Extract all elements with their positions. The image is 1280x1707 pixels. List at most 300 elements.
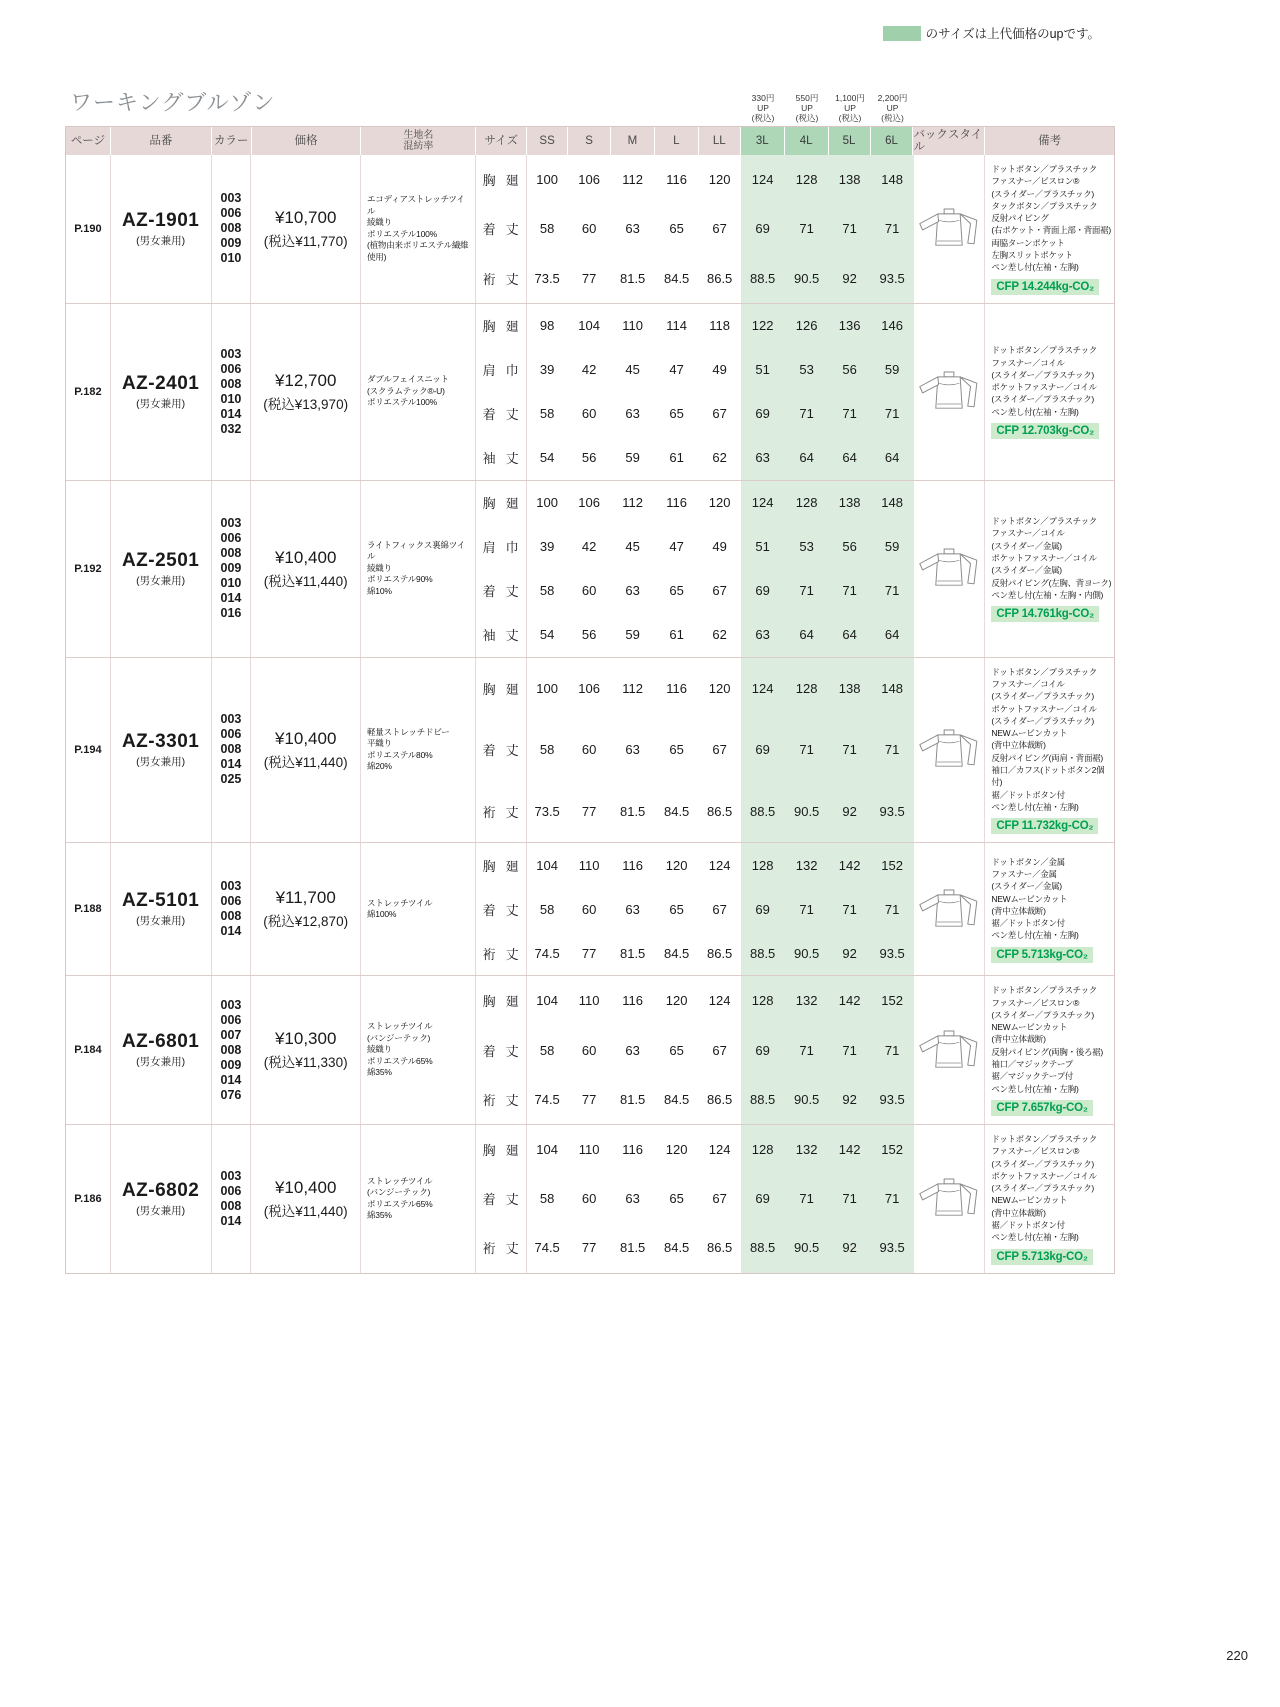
measurement-value: 49 bbox=[712, 539, 727, 555]
measurement-label-cell bbox=[476, 155, 527, 204]
remark-line: (右ポケット・背面上部・背面裾) bbox=[991, 225, 1111, 236]
measurement-label-cell bbox=[476, 436, 527, 480]
measurement-label: 袖 丈 bbox=[482, 451, 519, 467]
color-code: 006 bbox=[220, 727, 242, 742]
measurement-label-cell bbox=[476, 719, 527, 781]
price-tax: (税込¥11,440) bbox=[263, 754, 348, 770]
measurement-label-cell bbox=[476, 887, 527, 931]
fabric-line: 平織り bbox=[367, 738, 392, 749]
measurement-value: 65 bbox=[669, 221, 684, 237]
cfp-badge: CFP 14.244kg-CO₂ bbox=[991, 279, 1099, 295]
measurement-value: 45 bbox=[625, 539, 640, 555]
measurement-value: 86.5 bbox=[706, 803, 733, 819]
fabric-line: (バンジーテック) bbox=[367, 1032, 431, 1043]
surcharge-6l bbox=[871, 93, 914, 126]
remark-line: 反射パイピング(左胸、背ヨーク) bbox=[991, 577, 1112, 588]
measurement-label-cell bbox=[476, 1174, 527, 1223]
measurement-value: 51 bbox=[741, 525, 785, 569]
measurement-value: 60 bbox=[581, 742, 597, 758]
measurement-value: 65 bbox=[669, 742, 684, 758]
measurement-value: 74.5 bbox=[534, 1091, 560, 1107]
measurement-value: 71 bbox=[785, 887, 829, 931]
fabric-line: ライトフィックス裏綿ツイル bbox=[367, 539, 465, 562]
remarks-cell bbox=[985, 1125, 1114, 1273]
fabric-info bbox=[361, 843, 476, 975]
remark-line: タックボタン／プラスチック bbox=[991, 200, 1098, 211]
measurement-value: 132 bbox=[785, 976, 829, 1025]
measurement-value: 71 bbox=[829, 569, 871, 613]
color-code: 006 bbox=[220, 894, 242, 909]
surcharge-header-row bbox=[65, 80, 1115, 126]
cfp-badge: CFP 5.713kg-CO₂ bbox=[991, 1249, 1092, 1265]
product-code: AZ-6802 bbox=[121, 1179, 200, 1201]
measurement-value: 128 bbox=[741, 843, 785, 887]
surcharge-amount: 2,200円 bbox=[877, 93, 908, 103]
surcharge-5l bbox=[829, 93, 871, 126]
measurement-label: 肩 巾 bbox=[482, 363, 519, 379]
table-header bbox=[66, 127, 1114, 155]
header-s: S bbox=[568, 127, 611, 155]
remarks-cell bbox=[985, 155, 1114, 303]
measurement-value: 114 bbox=[666, 318, 687, 334]
measurement-value: 84.5 bbox=[663, 803, 690, 819]
fabric-line: ストレッチツイル bbox=[367, 1175, 433, 1186]
header-ll: LL bbox=[699, 127, 741, 155]
product-code-cell bbox=[111, 843, 212, 975]
measurement-value: 59 bbox=[625, 627, 640, 643]
surcharge-tax: (税込) bbox=[881, 113, 904, 123]
color-code: 006 bbox=[220, 206, 242, 221]
measurement-label: 肩 巾 bbox=[482, 540, 519, 556]
remark-line: ファスナー／ビスロン® bbox=[991, 1146, 1080, 1157]
measurement-value: 84.5 bbox=[663, 945, 690, 961]
measurement-value: 124 bbox=[708, 857, 731, 873]
cfp-badge: CFP 11.732kg-CO₂ bbox=[991, 818, 1098, 834]
page-ref-cell bbox=[66, 658, 111, 843]
measurement-value: 86.5 bbox=[706, 945, 733, 961]
measurement-value: 64 bbox=[871, 436, 914, 480]
fabric-line: (バンジーテック) bbox=[367, 1187, 431, 1198]
fabric-line: 綿20% bbox=[367, 761, 392, 772]
color-code: 007 bbox=[220, 1027, 242, 1042]
measurement-value: 69 bbox=[741, 569, 785, 613]
price-cell bbox=[251, 155, 361, 303]
measurement-value: 62 bbox=[712, 450, 727, 466]
measurement-label-cell bbox=[476, 204, 527, 253]
table-body bbox=[66, 155, 1114, 1273]
measurement-value: 118 bbox=[709, 318, 730, 334]
measurement-label: 裄 丈 bbox=[482, 271, 519, 287]
measurement-value: 120 bbox=[708, 495, 731, 511]
fabric-line: 軽量ストレッチドビー bbox=[367, 726, 450, 737]
remark-line: (スライダー／プラスチック) bbox=[991, 369, 1094, 380]
unisex-label: (男女兼用) bbox=[136, 1204, 186, 1217]
fabric-info bbox=[361, 1125, 476, 1273]
measurement-value: 77 bbox=[581, 945, 597, 961]
surcharge-tax: (税込) bbox=[751, 113, 775, 123]
measurement-value: 84.5 bbox=[663, 1091, 690, 1107]
measurement-value: 67 bbox=[712, 1042, 727, 1058]
measurement-label: 着 丈 bbox=[482, 584, 519, 600]
remark-line: ファスナー／コイル bbox=[991, 678, 1065, 689]
remark-line: ドットボタン／プラスチック bbox=[991, 985, 1097, 996]
remarks-cell bbox=[985, 481, 1114, 657]
remarks-text bbox=[991, 666, 1112, 814]
remarks-cell bbox=[985, 843, 1114, 975]
measurement-value: 88.5 bbox=[741, 781, 785, 843]
surcharge-up: UP bbox=[886, 103, 899, 113]
surcharge-amount: 330円 bbox=[751, 93, 775, 103]
unisex-label: (男女兼用) bbox=[136, 397, 186, 410]
remark-line: ドットボタン／金属 bbox=[991, 856, 1065, 867]
price-tax: (税込¥13,970) bbox=[263, 396, 349, 412]
unisex-label: (男女兼用) bbox=[136, 915, 186, 928]
surcharge-amount: 1,100円 bbox=[835, 93, 865, 103]
measurement-label-cell bbox=[476, 931, 527, 975]
remarks-text bbox=[991, 163, 1110, 274]
header-fabric bbox=[361, 127, 476, 155]
unisex-label: (男女兼用) bbox=[136, 574, 186, 587]
measurement-value: 58 bbox=[539, 406, 555, 422]
measurement-value: 128 bbox=[785, 658, 829, 720]
color-list bbox=[212, 1125, 252, 1273]
remark-line: ペン差し付(左袖・左胸) bbox=[991, 930, 1079, 941]
color-list bbox=[212, 843, 252, 975]
measurement-value: 74.5 bbox=[534, 945, 560, 961]
measurement-label: 胸 廻 bbox=[482, 1143, 519, 1159]
remark-line: (スライダー／プラスチック) bbox=[991, 1158, 1094, 1169]
fabric-line: (スクラムテック®-U) bbox=[367, 385, 445, 396]
color-code: 003 bbox=[220, 1168, 242, 1183]
measurement-value: 88.5 bbox=[741, 1223, 785, 1272]
measurement-label: 着 丈 bbox=[482, 222, 519, 238]
measurement-value: 58 bbox=[539, 583, 555, 599]
measurement-value: 73.5 bbox=[534, 270, 560, 286]
measurement-value: 104 bbox=[536, 1142, 558, 1158]
color-code: 008 bbox=[220, 221, 242, 236]
measurement-value: 47 bbox=[669, 539, 684, 555]
jacket-back-illustration bbox=[917, 1028, 981, 1073]
measurement-value: 86.5 bbox=[706, 270, 733, 286]
measurement-value: 65 bbox=[669, 901, 684, 917]
measurement-value: 71 bbox=[829, 719, 871, 781]
measurement-value: 63 bbox=[625, 221, 640, 237]
measurement-value: 124 bbox=[741, 155, 785, 204]
measurement-value: 110 bbox=[622, 318, 643, 334]
measurement-label: 裄 丈 bbox=[482, 1092, 519, 1108]
product-row bbox=[66, 657, 1114, 843]
remark-line: (スライダー／金属) bbox=[991, 881, 1062, 892]
color-code: 009 bbox=[220, 236, 242, 251]
measurement-label-cell bbox=[476, 481, 527, 525]
size-grid bbox=[476, 304, 914, 480]
color-code: 014 bbox=[220, 924, 242, 939]
page-ref-cell bbox=[66, 976, 111, 1124]
color-code: 076 bbox=[220, 1087, 242, 1102]
header-4l: 4L bbox=[785, 127, 829, 155]
measurement-label: 裄 丈 bbox=[482, 804, 519, 820]
color-code: 006 bbox=[220, 1183, 242, 1198]
measurement-value: 39 bbox=[539, 539, 555, 555]
color-list bbox=[212, 658, 252, 843]
remarks-cell bbox=[985, 658, 1114, 843]
measurement-value: 128 bbox=[785, 481, 829, 525]
measurement-value: 124 bbox=[708, 1142, 731, 1158]
measurement-label: 胸 廻 bbox=[482, 173, 519, 189]
measurement-value: 126 bbox=[785, 304, 829, 348]
page-ref-cell bbox=[66, 481, 111, 657]
remark-line: ポケットファスナー／コイル bbox=[991, 703, 1097, 714]
measurement-value: 71 bbox=[871, 569, 914, 613]
product-code-cell bbox=[111, 976, 212, 1124]
surcharge-up: UP bbox=[844, 103, 856, 113]
measurement-value: 124 bbox=[708, 993, 731, 1009]
measurement-value: 69 bbox=[741, 1174, 785, 1223]
color-list bbox=[212, 481, 252, 657]
measurement-value: 93.5 bbox=[871, 1223, 914, 1272]
product-code: AZ-6801 bbox=[121, 1031, 200, 1053]
measurement-value: 124 bbox=[741, 481, 785, 525]
measurement-label-cell bbox=[476, 781, 527, 843]
product-code: AZ-3301 bbox=[121, 730, 200, 752]
price-tax: (税込¥11,440) bbox=[263, 1203, 348, 1219]
remark-line: 反射パイピング bbox=[991, 213, 1049, 224]
fabric-line: ポリエステル100% bbox=[367, 228, 437, 239]
measurement-value: 132 bbox=[785, 843, 829, 887]
measurement-label-cell bbox=[476, 1075, 527, 1124]
size-table bbox=[65, 80, 1115, 1274]
remarks-text bbox=[991, 515, 1111, 601]
measurement-value: 63 bbox=[625, 901, 640, 917]
measurement-value: 56 bbox=[581, 450, 597, 466]
size-grid bbox=[476, 155, 914, 303]
page-ref: P.194 bbox=[74, 743, 102, 756]
measurement-value: 104 bbox=[536, 857, 558, 873]
measurement-value: 86.5 bbox=[706, 1091, 733, 1107]
measurement-value: 64 bbox=[829, 436, 871, 480]
color-code: 010 bbox=[220, 251, 242, 266]
measurement-label-cell bbox=[476, 1125, 527, 1174]
measurement-value: 90.5 bbox=[785, 781, 829, 843]
remark-line: 袖口／マジックテープ bbox=[991, 1059, 1073, 1070]
measurement-value: 60 bbox=[581, 901, 597, 917]
measurement-label-cell bbox=[476, 613, 527, 657]
header-3l: 3L bbox=[741, 127, 785, 155]
header-6l: 6L bbox=[871, 127, 914, 155]
measurement-value: 65 bbox=[669, 1191, 684, 1207]
remark-line: 反射パイピング(両肩・背面裾) bbox=[991, 752, 1103, 763]
measurement-value: 132 bbox=[785, 1125, 829, 1174]
measurement-value: 42 bbox=[581, 539, 597, 555]
measurement-value: 120 bbox=[665, 993, 688, 1009]
header-code: 品番 bbox=[111, 127, 212, 155]
color-code: 032 bbox=[220, 421, 242, 436]
fabric-info bbox=[361, 658, 476, 843]
measurement-value: 120 bbox=[665, 1142, 688, 1158]
measurement-value: 98 bbox=[539, 318, 555, 334]
measurement-value: 69 bbox=[741, 1025, 785, 1074]
product-row bbox=[66, 842, 1114, 975]
measurement-value: 59 bbox=[871, 348, 914, 392]
measurement-value: 58 bbox=[539, 1191, 555, 1207]
color-code: 014 bbox=[220, 406, 242, 421]
measurement-value: 64 bbox=[785, 436, 829, 480]
measurement-value: 128 bbox=[741, 976, 785, 1025]
price-cell bbox=[251, 481, 361, 657]
measurement-value: 86.5 bbox=[706, 1240, 733, 1256]
measurement-value: 81.5 bbox=[619, 945, 646, 961]
color-list bbox=[212, 155, 252, 303]
jacket-back-illustration bbox=[917, 546, 981, 591]
remark-line: 裾／ドットボタン付 bbox=[991, 789, 1065, 800]
back-style-cell bbox=[914, 155, 986, 303]
remarks-text bbox=[991, 856, 1078, 942]
remark-line: ペン差し付(左袖・左胸) bbox=[991, 1083, 1079, 1094]
measurement-value: 93.5 bbox=[871, 931, 914, 975]
color-list bbox=[212, 976, 252, 1124]
measurement-label-cell bbox=[476, 976, 527, 1025]
fabric-line: 綿100% bbox=[367, 909, 397, 920]
remark-line: 裾／ドットボタン付 bbox=[991, 918, 1065, 929]
page-ref-cell bbox=[66, 155, 111, 303]
measurement-label: 着 丈 bbox=[482, 743, 519, 759]
measurement-value: 59 bbox=[871, 525, 914, 569]
measurement-label-cell bbox=[476, 348, 527, 392]
page-ref: P.182 bbox=[74, 385, 102, 398]
remark-line: (背中立体裁断) bbox=[991, 1207, 1046, 1218]
measurement-value: 65 bbox=[669, 406, 684, 422]
measurement-value: 148 bbox=[871, 658, 914, 720]
jacket-back-illustration bbox=[917, 727, 981, 772]
measurement-value: 71 bbox=[785, 719, 829, 781]
measurement-value: 77 bbox=[581, 270, 597, 286]
measurement-value: 71 bbox=[871, 392, 914, 436]
back-style-cell bbox=[914, 658, 986, 843]
measurement-value: 84.5 bbox=[663, 270, 690, 286]
price: ¥10,400 bbox=[274, 728, 337, 748]
remark-line: (スライダー／プラスチック) bbox=[991, 691, 1094, 702]
unisex-label: (男女兼用) bbox=[136, 755, 186, 768]
measurement-value: 61 bbox=[669, 627, 684, 643]
size-grid bbox=[476, 658, 914, 843]
measurement-value: 90.5 bbox=[785, 1223, 829, 1272]
size-note-text: のサイズは上代価格のupです。 bbox=[925, 27, 1100, 41]
back-style-cell bbox=[914, 481, 986, 657]
product-code-cell bbox=[111, 1125, 212, 1273]
header-fabric-line1: 生地名 bbox=[403, 130, 434, 141]
measurement-value: 77 bbox=[581, 803, 597, 819]
color-code: 014 bbox=[220, 1072, 242, 1087]
measurement-value: 69 bbox=[741, 392, 785, 436]
header-price: 価格 bbox=[252, 127, 362, 155]
measurement-label: 着 丈 bbox=[482, 1043, 519, 1059]
measurement-value: 71 bbox=[871, 719, 914, 781]
measurement-label: 胸 廻 bbox=[482, 496, 519, 512]
header-ss: SS bbox=[527, 127, 568, 155]
remark-line: ポケットファスナー／コイル bbox=[991, 553, 1097, 564]
measurement-value: 71 bbox=[871, 1174, 914, 1223]
header-m: M bbox=[611, 127, 655, 155]
color-code: 016 bbox=[220, 606, 242, 621]
measurement-value: 60 bbox=[581, 583, 597, 599]
remark-line: NEWムービンカット bbox=[991, 1195, 1068, 1206]
measurement-value: 64 bbox=[871, 613, 914, 657]
remark-line: (スライダー／プラスチック) bbox=[991, 394, 1094, 405]
color-code: 003 bbox=[220, 712, 242, 727]
remark-line: 裾／マジックテープ付 bbox=[991, 1071, 1073, 1082]
measurement-value: 116 bbox=[622, 993, 643, 1009]
remark-line: (スライダー／金属) bbox=[991, 565, 1062, 576]
page-ref: P.184 bbox=[74, 1044, 102, 1057]
measurement-value: 146 bbox=[871, 304, 914, 348]
measurement-value: 106 bbox=[578, 680, 600, 696]
measurement-value: 116 bbox=[666, 680, 687, 696]
color-code: 008 bbox=[220, 1198, 242, 1213]
remark-line: (背中立体裁断) bbox=[991, 905, 1046, 916]
measurement-value: 39 bbox=[539, 362, 555, 378]
color-code: 010 bbox=[220, 391, 242, 406]
surcharge-up: UP bbox=[757, 103, 769, 113]
fabric-line: 綾織り bbox=[367, 217, 392, 228]
measurement-value: 69 bbox=[741, 204, 785, 253]
back-style-cell bbox=[914, 976, 986, 1124]
size-grid bbox=[476, 1125, 914, 1273]
measurement-value: 110 bbox=[578, 1142, 600, 1158]
measurement-label-cell bbox=[476, 658, 527, 720]
surcharge-tax: (税込) bbox=[795, 113, 819, 123]
color-code: 014 bbox=[220, 757, 242, 772]
measurement-value: 112 bbox=[622, 680, 643, 696]
measurement-value: 120 bbox=[708, 680, 731, 696]
remark-line: ドットボタン／プラスチック bbox=[991, 345, 1097, 356]
measurement-label: 胸 廻 bbox=[482, 319, 519, 335]
fabric-line: 綾織り bbox=[367, 562, 392, 573]
measurement-value: 112 bbox=[622, 495, 643, 511]
measurement-value: 58 bbox=[539, 742, 555, 758]
color-code: 008 bbox=[220, 909, 242, 924]
fabric-line: ストレッチツイル bbox=[367, 897, 433, 908]
product-code: AZ-1901 bbox=[121, 209, 200, 231]
product-code: AZ-2501 bbox=[121, 549, 200, 571]
measurement-value: 71 bbox=[871, 1025, 914, 1074]
measurement-value: 148 bbox=[871, 481, 914, 525]
measurement-value: 71 bbox=[871, 204, 914, 253]
remark-line: (背中立体裁断) bbox=[991, 1034, 1046, 1045]
price: ¥10,700 bbox=[274, 207, 337, 227]
measurement-value: 77 bbox=[581, 1091, 597, 1107]
color-code: 008 bbox=[220, 1042, 242, 1057]
measurement-label-cell bbox=[476, 1025, 527, 1074]
remark-line: ドットボタン／プラスチック bbox=[991, 164, 1097, 174]
measurement-value: 63 bbox=[625, 1191, 640, 1207]
green-swatch-icon bbox=[883, 26, 921, 41]
page-ref: P.192 bbox=[74, 562, 102, 575]
remark-line: (背中立体裁断) bbox=[991, 740, 1046, 751]
measurement-label: 着 丈 bbox=[482, 407, 519, 423]
fabric-line: 綿10% bbox=[367, 585, 392, 596]
page-ref-cell bbox=[66, 1125, 111, 1273]
measurement-value: 152 bbox=[871, 976, 914, 1025]
measurement-value: 106 bbox=[578, 172, 600, 188]
jacket-back-illustration bbox=[917, 1176, 981, 1221]
measurement-value: 71 bbox=[871, 887, 914, 931]
surcharge-tax: (税込) bbox=[838, 113, 862, 123]
size-note bbox=[883, 24, 1100, 42]
measurement-value: 92 bbox=[829, 253, 871, 302]
measurement-value: 63 bbox=[741, 613, 785, 657]
measurement-value: 104 bbox=[536, 993, 558, 1009]
measurement-value: 60 bbox=[581, 406, 597, 422]
